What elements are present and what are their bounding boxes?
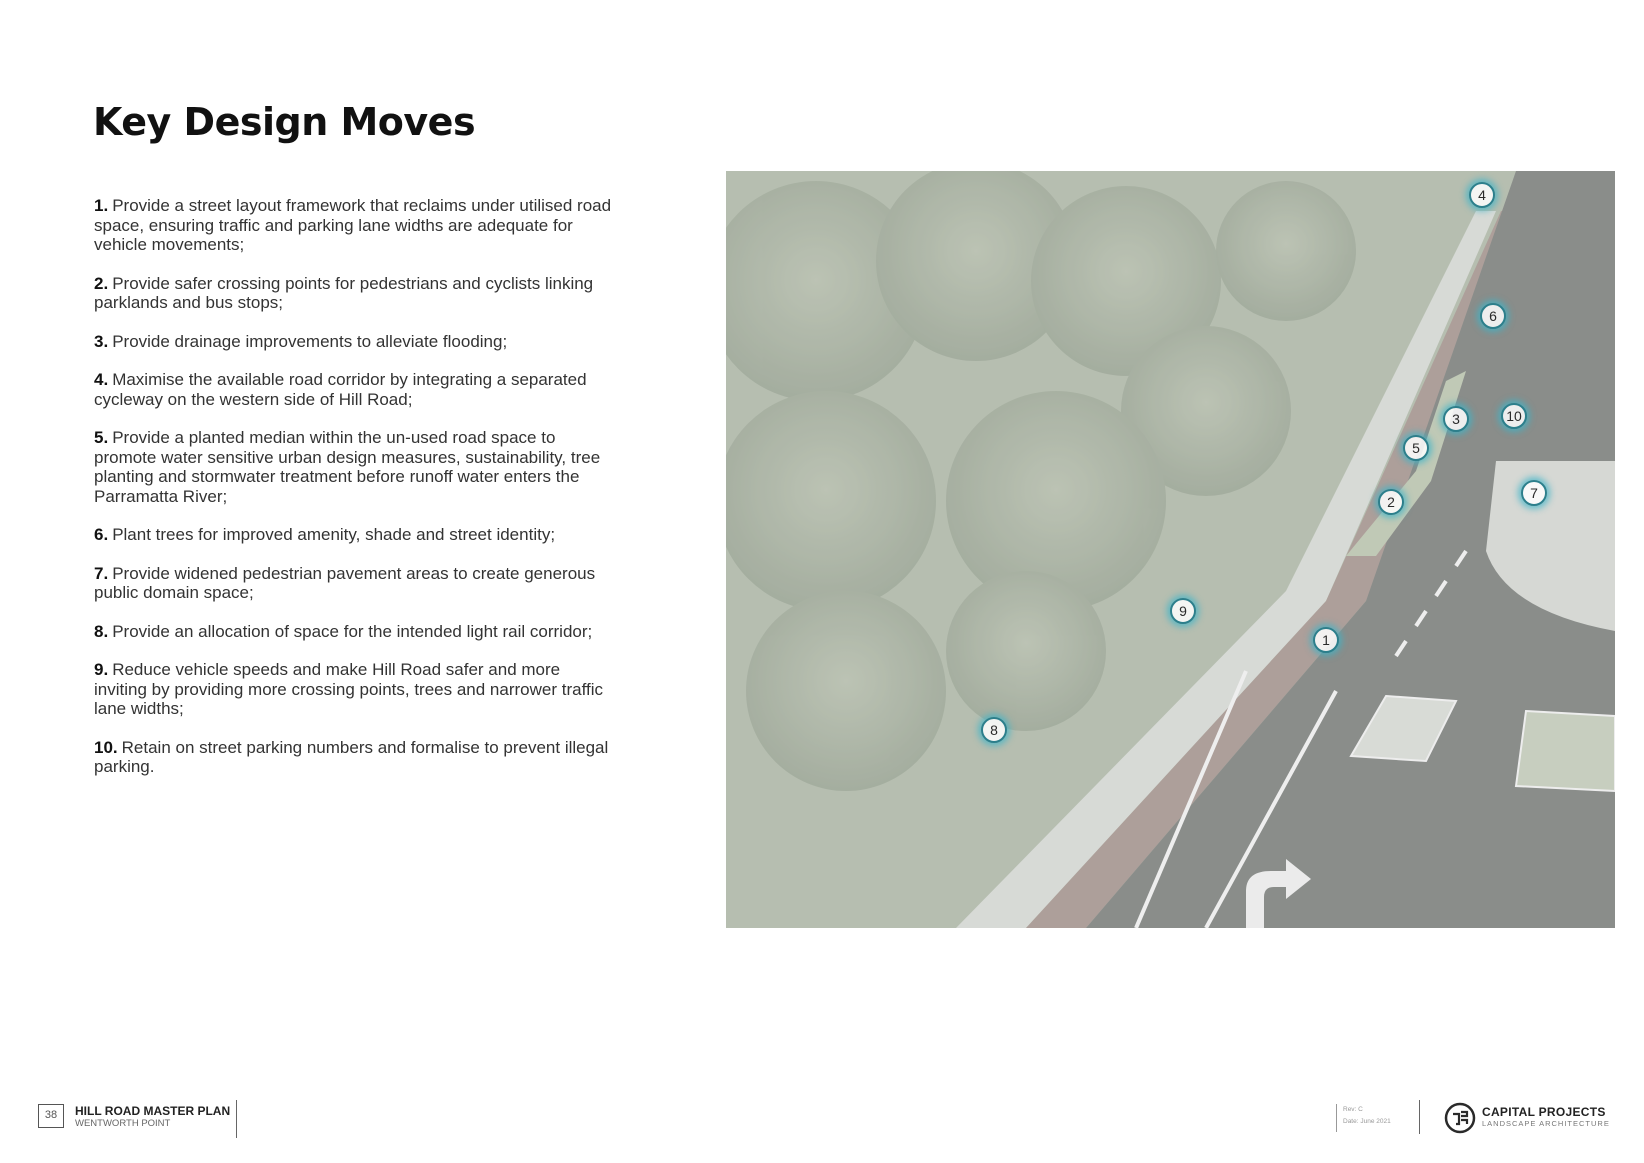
move-number: 6.	[94, 525, 109, 544]
move-text: Provide a street layout framework that reclaims under utilised road space, ensuring traffic and parking lane widths are adequate for vehicle movements;	[94, 196, 612, 254]
page-number: 38	[38, 1104, 64, 1128]
figure-marker-10: 10	[1501, 403, 1527, 429]
move-text: Provide drainage improvements to alleviate flooding;	[112, 331, 508, 351]
organisation-name: CAPITAL PROJECTS	[1482, 1105, 1606, 1119]
design-move-4	[94, 370, 614, 409]
design-moves-list	[94, 196, 614, 796]
figure-marker-7: 7	[1521, 480, 1547, 506]
figure-marker-1: 1	[1313, 627, 1339, 653]
haze-overlay	[726, 171, 1615, 928]
move-number: 5.	[94, 428, 109, 447]
date-label: Date: June 2021	[1343, 1118, 1391, 1125]
design-move-3	[94, 332, 614, 352]
figure-marker-5: 5	[1403, 435, 1429, 461]
move-number: 10.	[94, 737, 118, 757]
footer-divider	[236, 1100, 237, 1138]
aerial-scene	[726, 171, 1615, 928]
move-text: Plant trees for improved amenity, shade and street identity;	[112, 525, 556, 544]
design-move-9	[94, 660, 614, 719]
move-text: Maximise the available road corridor by integrating a separated cycleway on the western side of Hill Road;	[94, 370, 587, 409]
design-move-5	[94, 428, 614, 506]
move-text: Provide safer crossing points for pedestrians and cyclists linking parklands and bus stops;	[94, 273, 594, 312]
move-text: Provide widened pedestrian pavement areas to create generous public domain space;	[94, 563, 596, 602]
capital-projects-logo-icon	[1444, 1102, 1476, 1134]
move-text: Reduce vehicle speeds and make Hill Road safer and more inviting by providing more crossing points, trees and narrower traffic lane widths;	[94, 660, 603, 718]
move-number: 9.	[94, 660, 109, 679]
figure-marker-9: 9	[1170, 598, 1196, 624]
figure-marker-3: 3	[1443, 406, 1469, 432]
move-number: 2.	[94, 273, 109, 293]
footer-divider	[1419, 1100, 1420, 1134]
move-text: Provide a planted median within the un-used road space to promote water sensitive urban design measures, sustainability, tree planting and stormwater treatment before runoff water enters the Parramatta River;	[94, 428, 601, 506]
move-text: Retain on street parking numbers and formalise to prevent illegal parking.	[94, 737, 609, 776]
move-text: Provide an allocation of space for the intended light rail corridor;	[112, 621, 593, 641]
figure-marker-4: 4	[1469, 182, 1495, 208]
design-move-2	[94, 274, 614, 313]
design-move-1	[94, 196, 614, 255]
footer-divider	[1336, 1104, 1337, 1132]
move-number: 1.	[94, 196, 109, 215]
design-move-8	[94, 622, 614, 642]
organisation-subtitle: LANDSCAPE ARCHITECTURE	[1482, 1119, 1610, 1128]
move-number: 4.	[94, 370, 109, 389]
move-number: 7.	[94, 563, 109, 583]
aerial-render-image	[726, 171, 1615, 928]
figure-marker-8: 8	[981, 717, 1007, 743]
document-title: HILL ROAD MASTER PLAN	[75, 1104, 231, 1118]
design-move-10	[94, 738, 614, 777]
move-number: 8.	[94, 621, 109, 641]
move-number: 3.	[94, 331, 109, 351]
document-subtitle: WENTWORTH POINT	[75, 1118, 171, 1129]
design-move-6	[94, 525, 614, 545]
page-title: Key Design Moves	[93, 100, 476, 144]
figure-marker-2: 2	[1378, 489, 1404, 515]
revision-label: Rev: C	[1343, 1106, 1363, 1113]
design-move-7	[94, 564, 614, 603]
figure-marker-6: 6	[1480, 303, 1506, 329]
